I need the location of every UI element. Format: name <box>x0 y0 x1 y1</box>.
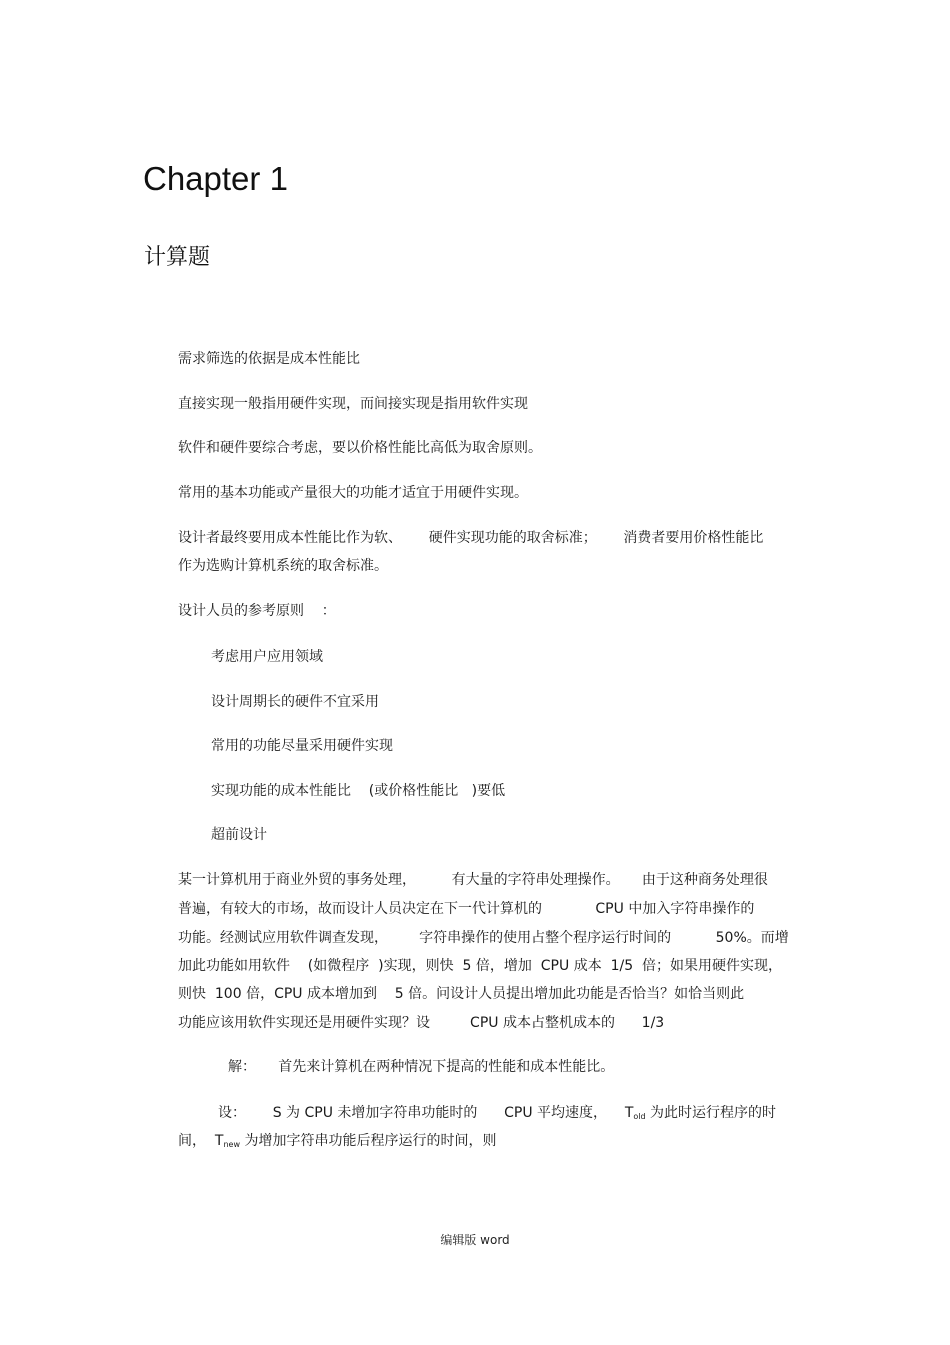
principles-heading: 设计人员的参考原则 ： <box>178 603 336 619</box>
solution-text: 为增加字符串功能后程序运行的时间，则 <box>240 1133 497 1149</box>
t-old-subscript: old <box>633 1112 646 1121</box>
solution-text: 为此时运行程序的时 <box>645 1105 777 1121</box>
principle-item: 考虑用户应用领域 <box>211 649 323 665</box>
problem-line: 某一计算机用于商业外贸的事务处理， 有大量的字符串处理操作。 由于这种商务处理很 <box>178 872 768 888</box>
solution-text: 间， T <box>178 1133 224 1149</box>
solution-definition-line <box>218 1104 776 1126</box>
page-footer: 编辑版 word <box>440 1233 510 1247</box>
t-new-subscript: new <box>223 1140 240 1149</box>
principle-item: 设计周期长的硬件不宜采用 <box>211 694 379 710</box>
principle-item: 实现功能的成本性能比 (或价格性能比 )要低 <box>211 783 506 799</box>
problem-line: 普遍，有较大的市场，故而设计人员决定在下一代计算机的 CPU 中加入字符串操作的 <box>178 901 755 917</box>
solution-intro: 解： 首先来计算机在两种情况下提高的性能和成本性能比。 <box>228 1059 615 1075</box>
problem-line: 则快 100 倍，CPU 成本增加到 5 倍。问设计人员提出增加此功能是否恰当？如恰当则此 <box>178 986 745 1002</box>
note-line: 需求筛选的依据是成本性能比 <box>178 351 360 367</box>
principle-item: 常用的功能尽量采用硬件实现 <box>211 738 393 754</box>
problem-line: 功能。经测试应用软件调查发现， 字符串操作的使用占整个程序运行时间的 50%。而增 <box>178 930 789 946</box>
note-line: 作为选购计算机系统的取舍标准。 <box>178 558 388 574</box>
note-line: 设计者最终要用成本性能比作为软、 硬件实现功能的取舍标准； 消费者要用价格性能比 <box>178 530 764 546</box>
problem-line: 功能应该用软件实现还是用硬件实现？设 CPU 成本占整机成本的 1/3 <box>178 1015 665 1031</box>
solution-definition-line <box>178 1132 496 1154</box>
note-line: 软件和硬件要综合考虑，要以价格性能比高低为取舍原则。 <box>178 440 542 456</box>
section-title: 计算题 <box>144 245 211 270</box>
chapter-title: Chapter 1 <box>143 160 288 197</box>
note-line: 直接实现一般指用硬件实现，而间接实现是指用软件实现 <box>178 396 528 412</box>
note-line: 常用的基本功能或产量很大的功能才适宜于用硬件实现。 <box>178 485 528 501</box>
principle-item: 超前设计 <box>211 827 267 843</box>
problem-line: 加此功能如用软件 (如微程序 )实现，则快 5 倍，增加 CPU 成本 1/5 倍；如果用硬件实现， <box>178 958 783 974</box>
solution-text: 设： S 为 CPU 未增加字符串功能时的 CPU 平均速度， T <box>218 1105 634 1121</box>
